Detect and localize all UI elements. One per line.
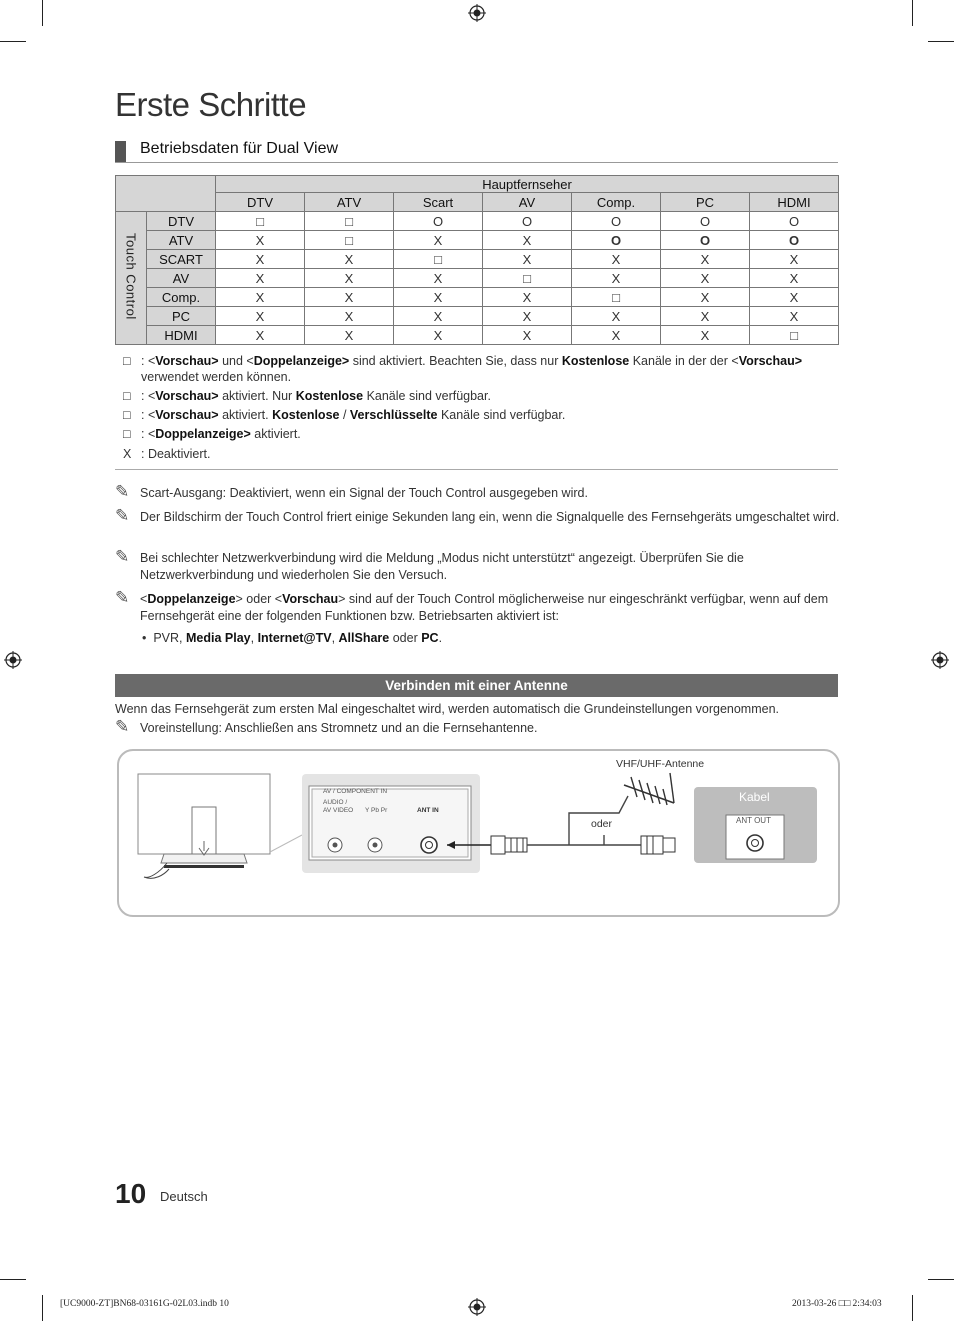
bullet-text-part: , (331, 631, 339, 645)
bullet-text-part: , (250, 631, 258, 645)
ant-out-label: ANT OUT (736, 816, 771, 825)
table-cell: X (661, 250, 750, 269)
table-cell: X (216, 231, 305, 250)
crop-mark (42, 1295, 43, 1321)
row-header: DTV (147, 212, 216, 231)
legend-text-bold: Kostenlose (561, 354, 630, 368)
panel-label: Y Pb Pr (365, 807, 388, 814)
table-cell: X (216, 326, 305, 345)
registration-mark-icon (931, 651, 949, 669)
note-text: Der Bildschirm der Touch Control friert einige Sekunden lang ein, wenn die Signalquelle des Fernsehgeräts umgeschaltet wird. (140, 510, 840, 524)
table-cell: □ (750, 326, 839, 345)
page-number: 10 (115, 1178, 147, 1209)
bullet-text-bold: AllShare (338, 631, 390, 645)
table-cell: X (305, 288, 394, 307)
table-cell: X (750, 307, 839, 326)
legend-symbol: □ (123, 408, 131, 422)
antenna-section-heading: Verbinden mit einer Antenne (115, 674, 838, 697)
table-row (116, 288, 839, 307)
note-text-bold: Vorschau (282, 592, 339, 606)
table-cell: X (305, 250, 394, 269)
table-row (116, 250, 839, 269)
table-cell: X (483, 307, 572, 326)
section-marker (115, 141, 126, 162)
column-header: PC (661, 193, 750, 212)
table-cell: □ (394, 250, 483, 269)
table-cell: □ (305, 212, 394, 231)
legend-text-part: Kanäle sind verfügbar. (363, 389, 491, 403)
table-group-header-row (116, 176, 839, 193)
column-header: AV (483, 193, 572, 212)
table-cell: X (216, 269, 305, 288)
row-header: Comp. (147, 288, 216, 307)
legend-symbol: □ (123, 389, 131, 403)
crop-mark (912, 1295, 913, 1321)
legend-text-part: und < (218, 354, 254, 368)
legend-text (141, 426, 841, 442)
legend-text-part: : < (141, 427, 156, 441)
table-cell: X (394, 326, 483, 345)
table-cell: X (750, 269, 839, 288)
registration-mark-icon (468, 4, 486, 22)
column-header: ATV (305, 193, 394, 212)
antenna-connection-diagram (117, 749, 840, 917)
registration-mark-icon (4, 651, 22, 669)
footer-file-info: [UC9000-ZT]BN68-03161G-02L03.indb 10 (60, 1299, 229, 1309)
table-cell: O (572, 231, 661, 250)
table-cell: X (483, 326, 572, 345)
antenna-intro-text: Wenn das Fernsehgerät zum ersten Mal eingeschaltet wird, werden automatisch die Grundeinstellungen vorgenommen. (115, 702, 780, 716)
side-label: Touch Control (123, 233, 139, 320)
legend-text (141, 388, 841, 404)
panel-label: AV VIDEO (323, 807, 354, 814)
table-corner (116, 176, 216, 212)
table-cell: X (483, 231, 572, 250)
legend-text-part: Kanäle sind verfügbar. (437, 408, 566, 422)
bullet-text-bold: Media Play (185, 631, 251, 645)
crop-mark (928, 1279, 954, 1280)
column-header: HDMI (750, 193, 839, 212)
panel-label: AV / COMPONENT IN (323, 788, 388, 795)
table-cell: X (572, 326, 661, 345)
panel-label: AUDIO / (323, 799, 348, 806)
table-cell: X (394, 231, 483, 250)
legend-text-part: aktiviert. (250, 427, 301, 441)
note-text: Voreinstellung: Anschließen ans Stromnetz und an die Fernsehantenne. (140, 721, 538, 735)
table-cell: X (661, 288, 750, 307)
row-header: SCART (147, 250, 216, 269)
table-cell: O (661, 231, 750, 250)
table-cell: X (483, 288, 572, 307)
legend-text-bold: Vorschau> (155, 389, 219, 403)
legend-text-bold: Kostenlose (272, 408, 340, 422)
table-cell: X (394, 269, 483, 288)
note-pencil-icon: ✎ (115, 547, 130, 566)
note-text-part: > sind auf der Touch Control möglicherweise nur eingeschränkt verfügbar, wenn auf dem Fernsehgerät eine der folgenden Funktionen bzw. Betriebsarten aktiviert ist: (140, 592, 829, 623)
legend-text-part: aktiviert. (218, 408, 273, 422)
table-cell: X (572, 307, 661, 326)
note-text (140, 591, 840, 625)
registration-mark-icon (468, 1298, 486, 1316)
note-text: Scart-Ausgang: Deaktiviert, wenn ein Signal der Touch Control ausgegeben wird. (140, 486, 588, 500)
note-pencil-icon: ✎ (115, 506, 130, 525)
legend-text-bold: Vorschau> (155, 354, 219, 368)
table-cell: X (483, 250, 572, 269)
crop-mark (0, 1279, 26, 1280)
table-cell: □ (305, 231, 394, 250)
table-cell: X (216, 288, 305, 307)
row-header: AV (147, 269, 216, 288)
table-cell: □ (216, 212, 305, 231)
bullet-icon: • (142, 631, 154, 645)
crop-mark (0, 41, 26, 42)
table-cell: X (750, 288, 839, 307)
crop-mark (928, 41, 954, 42)
table-cell: X (572, 250, 661, 269)
table-row (116, 231, 839, 250)
table-column-header-row (116, 193, 839, 212)
legend-text-part: verwendet werden können. (141, 370, 292, 384)
legend-text (141, 353, 841, 385)
note-text-part: > oder < (235, 592, 283, 606)
legend-symbol: □ (123, 427, 131, 441)
table-cell: □ (483, 269, 572, 288)
column-header: DTV (216, 193, 305, 212)
table-cell: X (305, 307, 394, 326)
note-pencil-icon: ✎ (115, 717, 130, 736)
legend-text-part: : < (141, 354, 156, 368)
table-row (116, 269, 839, 288)
diagram-graphic (119, 751, 838, 915)
ant-in-label: ANT IN (417, 807, 439, 814)
legend-symbol: X (123, 447, 132, 461)
table-cell: X (305, 326, 394, 345)
bullet-text (142, 630, 842, 647)
side-label-cell (116, 212, 147, 345)
legend-text-part: aktiviert. Nur (218, 389, 296, 403)
table-cell: □ (572, 288, 661, 307)
table-cell: O (661, 212, 750, 231)
table-cell: X (216, 250, 305, 269)
legend-symbol: □ (123, 354, 131, 368)
antenna-label: VHF/UHF-Antenne (616, 758, 705, 770)
table-cell: X (661, 307, 750, 326)
legend-text-part: Kanäle in der der < (629, 354, 739, 368)
table-cell: X (661, 269, 750, 288)
bullet-text-bold: Internet@TV (257, 631, 332, 645)
legend-text-part: : Deaktiviert. (141, 447, 211, 461)
legend-text-bold: Kostenlose (295, 389, 364, 403)
table-cell: X (394, 288, 483, 307)
or-label: oder (591, 818, 613, 830)
note-text-bold: Doppelanzeige (147, 592, 236, 606)
table-group-header: Hauptfernseher (216, 176, 839, 193)
divider (115, 469, 838, 470)
table-cell: O (750, 231, 839, 250)
note-pencil-icon: ✎ (115, 482, 130, 501)
note-text-part: < (140, 592, 148, 606)
row-header: PC (147, 307, 216, 326)
table-cell: X (394, 307, 483, 326)
bullet-text-part: . (438, 631, 443, 645)
column-header: Scart (394, 193, 483, 212)
table-row (116, 212, 839, 231)
table-cell: X (661, 326, 750, 345)
row-header: HDMI (147, 326, 216, 345)
legend-text (141, 407, 841, 423)
bullet-text-bold: PC (421, 631, 439, 645)
legend-text-bold: Vorschau> (155, 408, 219, 422)
cable-label: Kabel (739, 790, 770, 804)
page-language: Deutsch (160, 1189, 208, 1204)
table-cell: O (483, 212, 572, 231)
legend-text-part: / (339, 408, 350, 422)
table-cell: O (750, 212, 839, 231)
legend-text-bold: Verschlüsselte (349, 408, 438, 422)
table-cell: O (394, 212, 483, 231)
table-cell: X (572, 269, 661, 288)
note-text: Bei schlechter Netzwerkverbindung wird die Meldung „Modus nicht unterstützt“ angezeigt. Überprüfen Sie die Netzwerkverbindung und wiederholen Sie den Versuch. (140, 551, 744, 582)
footer-timestamp: 2013-03-26 □□ 2:34:03 (792, 1299, 882, 1309)
bullet-text-part: PVR, (153, 631, 186, 645)
table-cell: X (750, 250, 839, 269)
table-row (116, 326, 839, 345)
row-header: ATV (147, 231, 216, 250)
legend-text-part: sind aktiviert. Beachten Sie, dass nur (349, 354, 562, 368)
bullet-text-part: oder (389, 631, 422, 645)
legend-text-bold: Doppelanzeige> (155, 427, 251, 441)
legend-text-bold: Vorschau> (738, 354, 803, 368)
legend-text-part: : < (141, 389, 156, 403)
legend-text (141, 446, 841, 462)
legend-text-bold: Doppelanzeige> (253, 354, 350, 368)
table-cell: X (216, 307, 305, 326)
crop-mark (42, 0, 43, 26)
table-row (116, 307, 839, 326)
note-pencil-icon: ✎ (115, 588, 130, 607)
table-cell: O (572, 212, 661, 231)
column-header: Comp. (572, 193, 661, 212)
table-cell: X (305, 269, 394, 288)
legend-text-part: : < (141, 408, 156, 422)
page-title: Erste Schritte (115, 86, 307, 123)
dual-view-table (115, 175, 839, 345)
crop-mark (912, 0, 913, 26)
section-title: Betriebsdaten für Dual View (140, 140, 339, 157)
section-heading (115, 140, 838, 163)
